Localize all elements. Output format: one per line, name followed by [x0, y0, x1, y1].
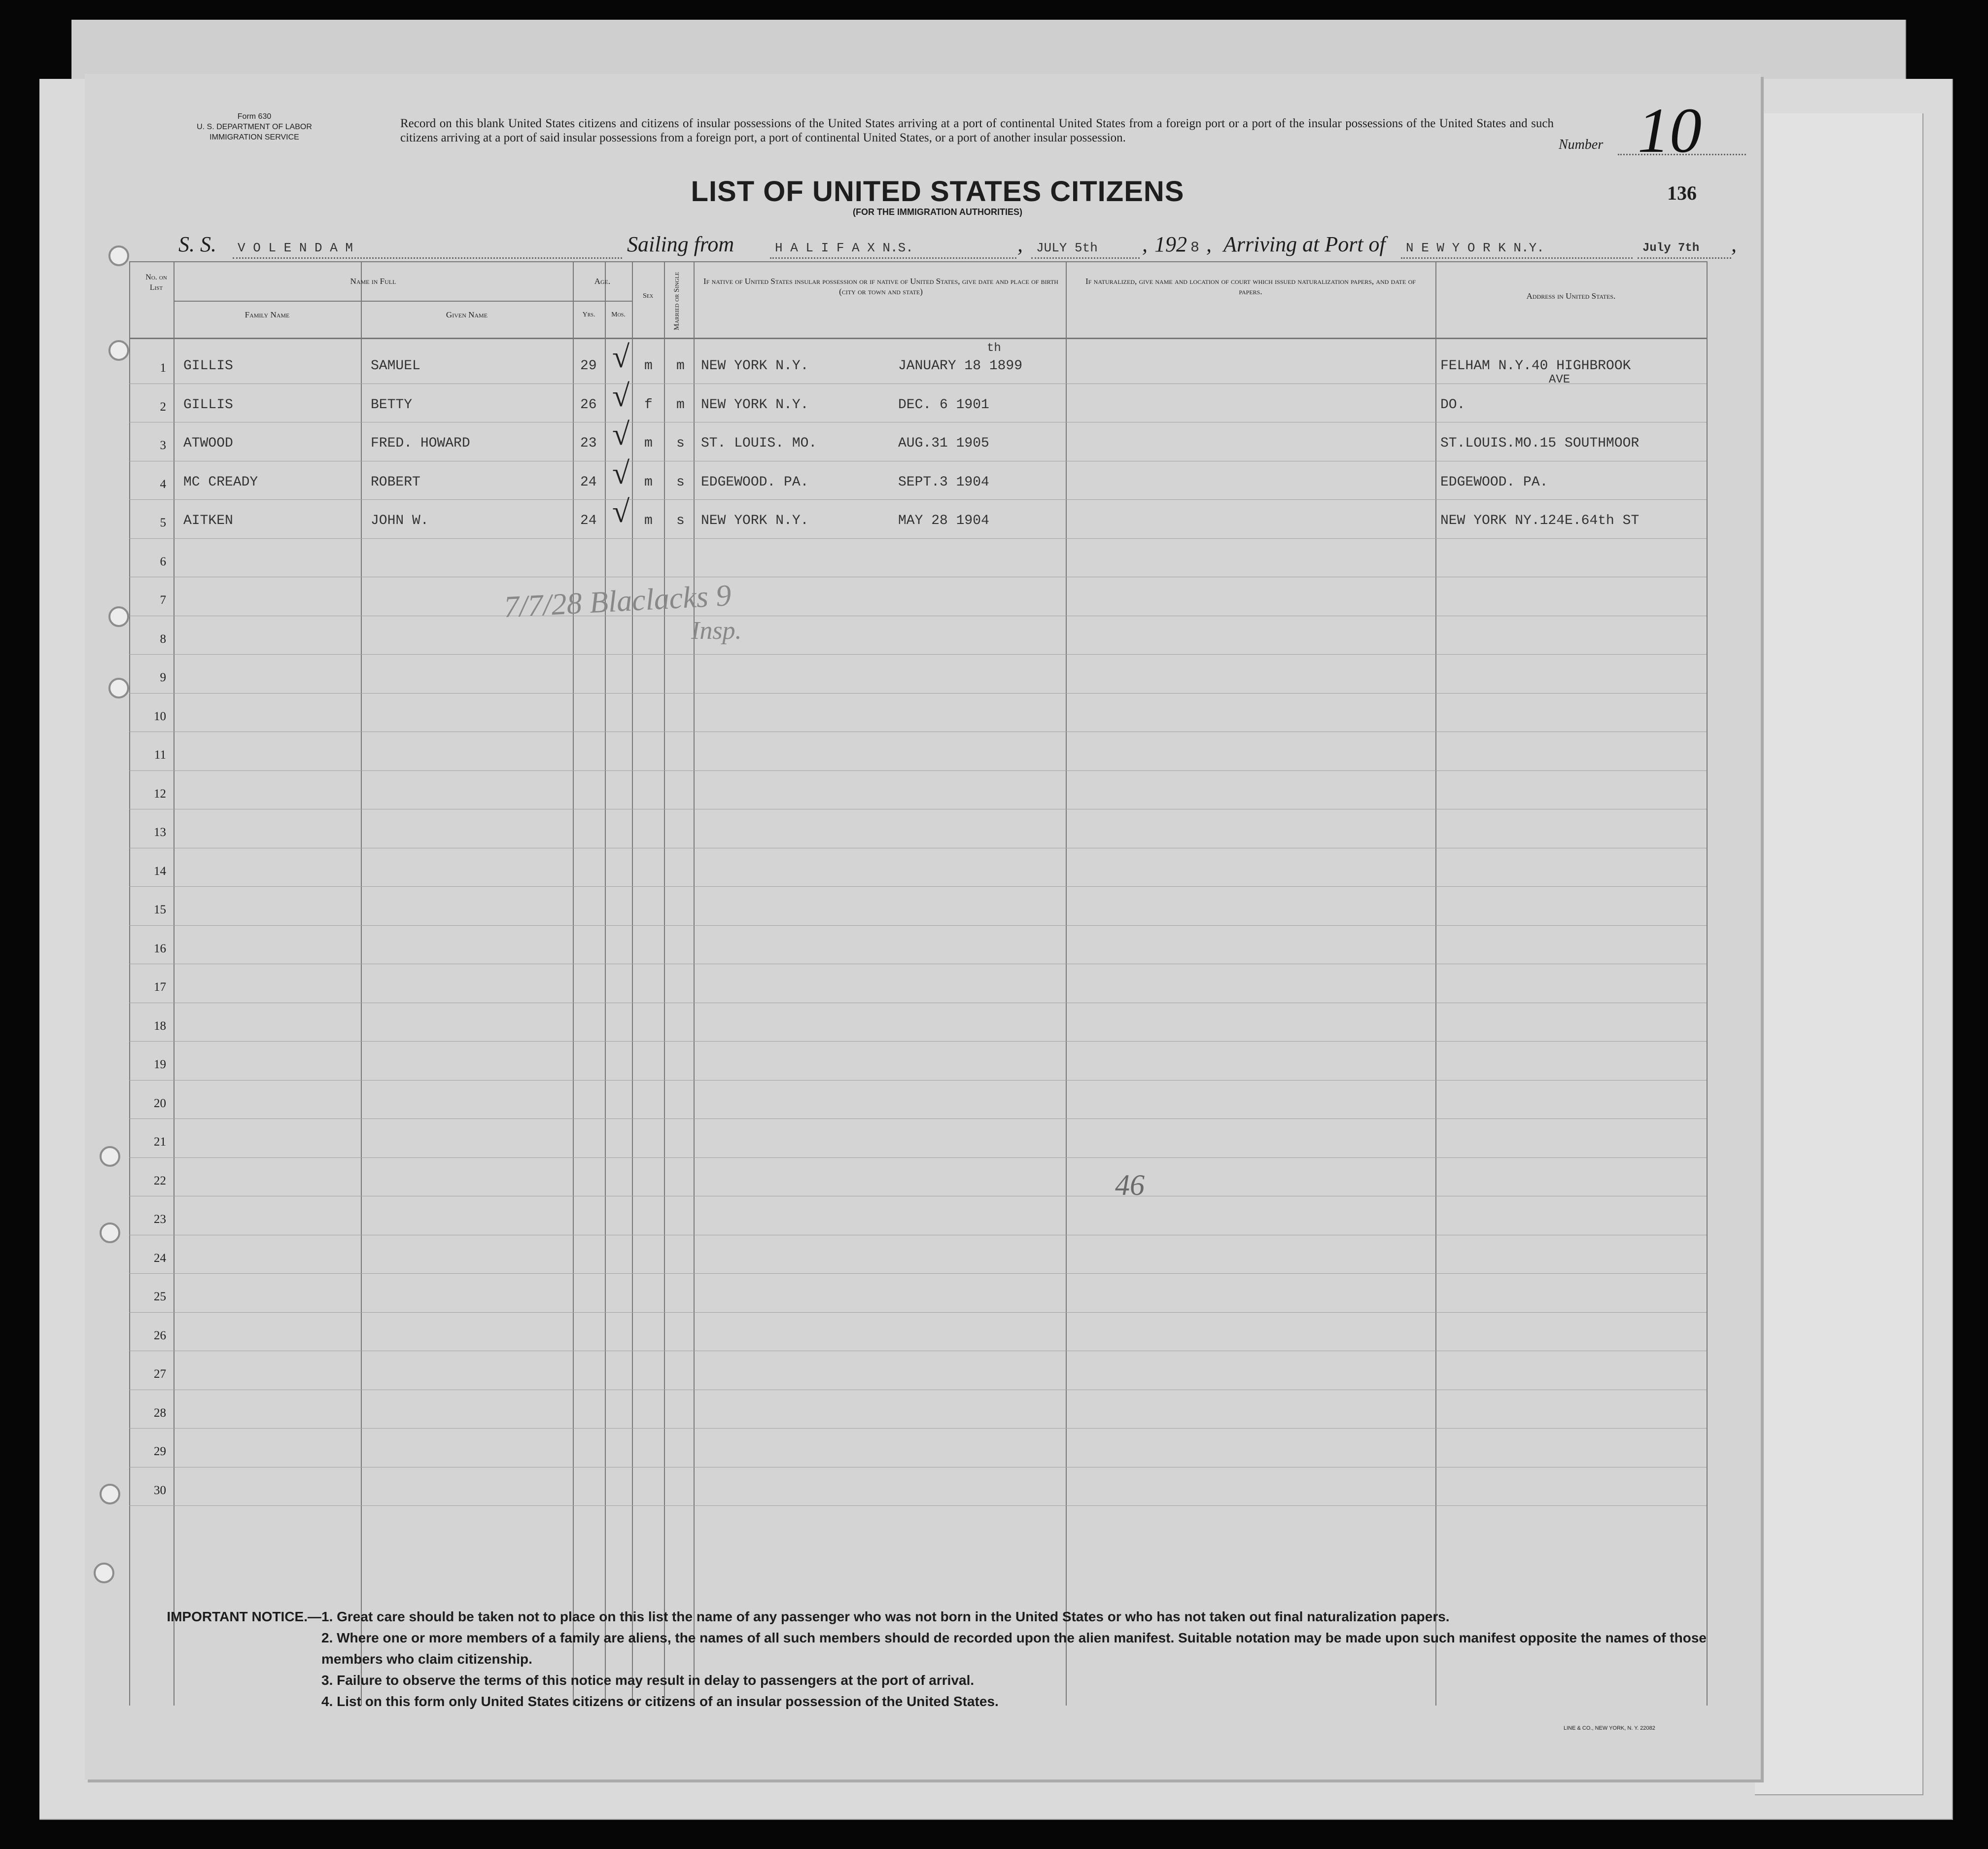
check-mark-icon: √ [612, 494, 630, 529]
important-notice [124, 1606, 1751, 1712]
arrival-date-underline [1638, 255, 1731, 259]
birthplace-cell: NEW YORK N.Y. [701, 397, 809, 413]
printer-imprint: LINE & CO., NEW YORK, N. Y. 22082 [1564, 1725, 1655, 1731]
row-number: 26 [154, 1328, 166, 1342]
page-stamp-number: 46 [1115, 1169, 1145, 1201]
name-age-sub-rule [174, 301, 632, 302]
arriving-label: Arriving at Port of [1223, 232, 1386, 256]
birth-date-cell: SEPT.3 1904 [898, 474, 989, 490]
row-number: 19 [154, 1058, 166, 1071]
ship-name: V O L E N D A M [238, 241, 353, 255]
row-number: 21 [154, 1135, 166, 1149]
row-rule [129, 1080, 1707, 1081]
header-given-name: Given Name [446, 310, 488, 319]
header-no-on-list: No. on List [145, 273, 167, 292]
sailing-label: Sailing from [627, 232, 734, 256]
address-cell: ST.LOUIS.MO.15 SOUTHMOOR [1440, 436, 1639, 451]
row-number: 24 [154, 1251, 166, 1265]
header-age: Age. [594, 277, 611, 286]
marital-status-cell: m [676, 397, 685, 413]
page-title: LIST OF UNITED STATES CITIZENS [691, 175, 1185, 208]
address-cell: DO. [1440, 397, 1465, 413]
binder-hole [100, 1222, 120, 1243]
row-rule [129, 770, 1707, 771]
binder-hole [108, 678, 129, 698]
age-years-cell: 26 [580, 397, 597, 413]
page-number: 136 [1667, 182, 1697, 204]
ship-underline [233, 255, 622, 259]
header-naturalized: If naturalized, give name and location of court which issued naturalization papers, and date of papers. [1085, 277, 1416, 296]
form-number: Form 630 [237, 112, 272, 121]
header-name-in-full: Name in Full [350, 277, 396, 286]
binder-hole [94, 1563, 114, 1583]
departure-port: H A L I F A X N.S. [775, 241, 913, 255]
row-number: 18 [154, 1019, 166, 1033]
binder-hole [108, 606, 129, 627]
notice-heading: IMPORTANT NOTICE.— [167, 1609, 321, 1624]
header-yrs: Yrs. [582, 311, 595, 318]
col-border-sex [664, 261, 665, 1706]
sex-cell: m [644, 474, 653, 490]
address-cell: EDGEWOOD. PA. [1440, 474, 1548, 490]
row-number: 14 [154, 864, 166, 878]
header-married-single: Married or Single [673, 272, 681, 330]
comma-2: , [1142, 232, 1148, 256]
check-mark-icon: √ [612, 378, 630, 413]
row-number: 25 [154, 1290, 166, 1303]
birth-date-cell: AUG.31 1905 [898, 436, 989, 451]
row-rule [129, 886, 1707, 887]
birth-date-cell: DEC. 6 1901 [898, 397, 989, 413]
col-border-left [129, 261, 130, 1706]
row-rule [129, 1428, 1707, 1429]
header-sex: Sex [642, 292, 654, 300]
row-number: 3 [160, 439, 166, 452]
row-number: 1 [160, 361, 166, 375]
row-rule [129, 925, 1707, 926]
header-mos: Mos. [611, 311, 626, 318]
birthplace-cell: ST. LOUIS. MO. [701, 436, 817, 451]
header-family-name: Family Name [244, 310, 290, 319]
citizens-table [129, 261, 1707, 1706]
given-name-cell: BETTY [371, 397, 413, 413]
row-number: 29 [154, 1445, 166, 1458]
row-rule [129, 1505, 1707, 1506]
row-rule [129, 1041, 1707, 1042]
service-name: IMMIGRATION SERVICE [209, 133, 299, 141]
row-rule [129, 1118, 1707, 1119]
row-number: 13 [154, 826, 166, 839]
address-cell-line-2: AVE [1549, 373, 1570, 386]
row-number: 30 [154, 1483, 166, 1497]
row-rule [129, 538, 1707, 539]
age-years-cell: 29 [580, 358, 597, 374]
header-bottom-rule [129, 338, 1707, 339]
notice-item-3: 3. Failure to observe the terms of this notice may result in delay to passengers at the port of arrival. [321, 1673, 975, 1688]
row-number: 2 [160, 400, 166, 414]
binder-hole [108, 340, 129, 361]
sex-cell: m [644, 513, 653, 528]
notice-item-1: 1. Great care should be taken not to place on this list the name of any passenger who was not born in the United States or who has not taken out final naturalization papers. [321, 1609, 1450, 1624]
birth-date-cell: MAY 28 1904 [898, 513, 989, 528]
comma-4: , [1731, 232, 1737, 256]
age-years-cell: 24 [580, 474, 597, 490]
row-number: 12 [154, 787, 166, 801]
row-number: 23 [154, 1213, 166, 1226]
given-name-cell: ROBERT [371, 474, 420, 490]
row-rule [129, 1273, 1707, 1274]
marital-status-cell: s [676, 513, 685, 528]
row-rule [129, 1157, 1707, 1158]
age-years-cell: 24 [580, 513, 597, 528]
inspector-note: 7/7/28 Blaclacks 9 [503, 578, 732, 625]
birthplace-cell: NEW YORK N.Y. [701, 513, 809, 528]
birthplace-cell: NEW YORK N.Y. [701, 358, 809, 374]
form-identifier [121, 111, 387, 142]
row-rule [129, 1312, 1707, 1313]
family-name-cell: AITKEN [183, 513, 233, 528]
number-label: Number [1559, 137, 1604, 152]
comma-1: , [1017, 232, 1023, 256]
check-mark-icon: √ [612, 455, 630, 490]
row-number: 11 [154, 748, 166, 762]
marital-status-cell: s [676, 474, 685, 490]
row-number: 22 [154, 1174, 166, 1187]
binder-hole [100, 1146, 120, 1167]
back-sheet-3 [1755, 113, 1923, 1795]
check-mark-icon: √ [612, 417, 630, 452]
col-border-native [1066, 261, 1067, 1706]
list-number: 10 [1638, 95, 1702, 166]
row-number: 6 [160, 555, 166, 568]
row-rule [129, 499, 1707, 500]
col-border-given [573, 261, 574, 1706]
sailing-date: JULY 5th [1036, 241, 1098, 255]
row-number: 7 [160, 593, 166, 607]
inspector-note-line-2: Insp. [691, 617, 742, 645]
arrival-port-underline [1401, 255, 1633, 259]
col-border-naturalized [1435, 261, 1436, 1706]
row-number: 8 [160, 632, 166, 646]
birth-date-ordinal: th [987, 342, 1001, 355]
given-name-cell: SAMUEL [371, 358, 420, 374]
col-border-ms [694, 261, 695, 1706]
departure-underline [770, 255, 1016, 259]
check-mark-icon: √ [612, 339, 630, 374]
sex-cell: m [644, 358, 653, 374]
record-instructions: Record on this blank United States citizens and citizens of insular possessions of the United States arriving at a port of continental United States from a foreign port or a port of the insular possessions of the United States and such citizens arriving at a port of said insular possessions from a foreign port, a port of continental United States, or a port of another insular possession. [400, 117, 1554, 144]
row-rule [129, 693, 1707, 694]
arrival-port: N E W Y O R K N.Y. [1406, 241, 1544, 255]
notice-item-2: 2. Where one or more members of a family are aliens, the names of all such members should de recorded upon the alien manifest. Suitable notation may be made upon such manifest opposite the names of those members who claim citizenship. [321, 1630, 1707, 1667]
family-name-cell: GILLIS [183, 358, 233, 374]
row-number: 27 [154, 1367, 166, 1381]
sex-cell: f [644, 397, 653, 413]
comma-3: , [1206, 232, 1212, 256]
form-page [85, 74, 1761, 1779]
family-name-cell: GILLIS [183, 397, 233, 413]
given-name-cell: JOHN W. [371, 513, 429, 528]
header-address: Address in United States. [1526, 291, 1616, 301]
age-years-cell: 23 [580, 436, 597, 451]
family-name-cell: MC CREADY [183, 474, 258, 490]
family-name-cell: ATWOOD [183, 436, 233, 451]
address-cell: NEW YORK NY.124E.64th ST [1440, 513, 1639, 528]
row-number: 20 [154, 1096, 166, 1110]
arrival-date: July 7th [1642, 242, 1700, 255]
header-native: If native of United States insular possession or if native of United States, give date and place of birth (city or town and state) [703, 277, 1058, 296]
row-number: 5 [160, 516, 166, 529]
row-number: 17 [154, 980, 166, 994]
marital-status-cell: m [676, 358, 685, 374]
given-name-cell: FRED. HOWARD [371, 436, 470, 451]
page-subtitle: (FOR THE IMMIGRATION AUTHORITIES) [853, 207, 1022, 217]
row-number: 28 [154, 1406, 166, 1420]
header-top-rule [129, 261, 1707, 262]
address-cell: FELHAM N.Y.40 HIGHBROOK [1440, 358, 1631, 374]
department-name: U. S. DEPARTMENT OF LABOR [197, 123, 312, 131]
notice-item-4: 4. List on this form only United States citizens or citizens of an insular possession of the United States. [321, 1694, 999, 1709]
col-border-family [361, 261, 362, 1706]
row-rule [129, 654, 1707, 655]
row-number: 10 [154, 709, 166, 723]
col-border-mos [632, 261, 633, 1706]
sailing-year-suffix: 8 [1190, 240, 1200, 256]
row-number: 4 [160, 477, 166, 491]
col-border-address [1707, 261, 1708, 1706]
ss-label: S. S. [178, 232, 216, 256]
row-number: 15 [154, 903, 166, 916]
row-number: 9 [160, 671, 166, 684]
row-number: 16 [154, 942, 166, 955]
sailing-year-prefix: 192 [1154, 232, 1187, 256]
sex-cell: m [644, 436, 653, 451]
marital-status-cell: s [676, 436, 685, 451]
binder-hole [100, 1484, 120, 1504]
birthplace-cell: EDGEWOOD. PA. [701, 474, 809, 490]
binder-hole [108, 245, 129, 266]
col-border-yrs [605, 261, 606, 1706]
birth-date-cell: JANUARY 18 1899 [898, 358, 1023, 374]
sailing-date-underline [1031, 255, 1140, 259]
